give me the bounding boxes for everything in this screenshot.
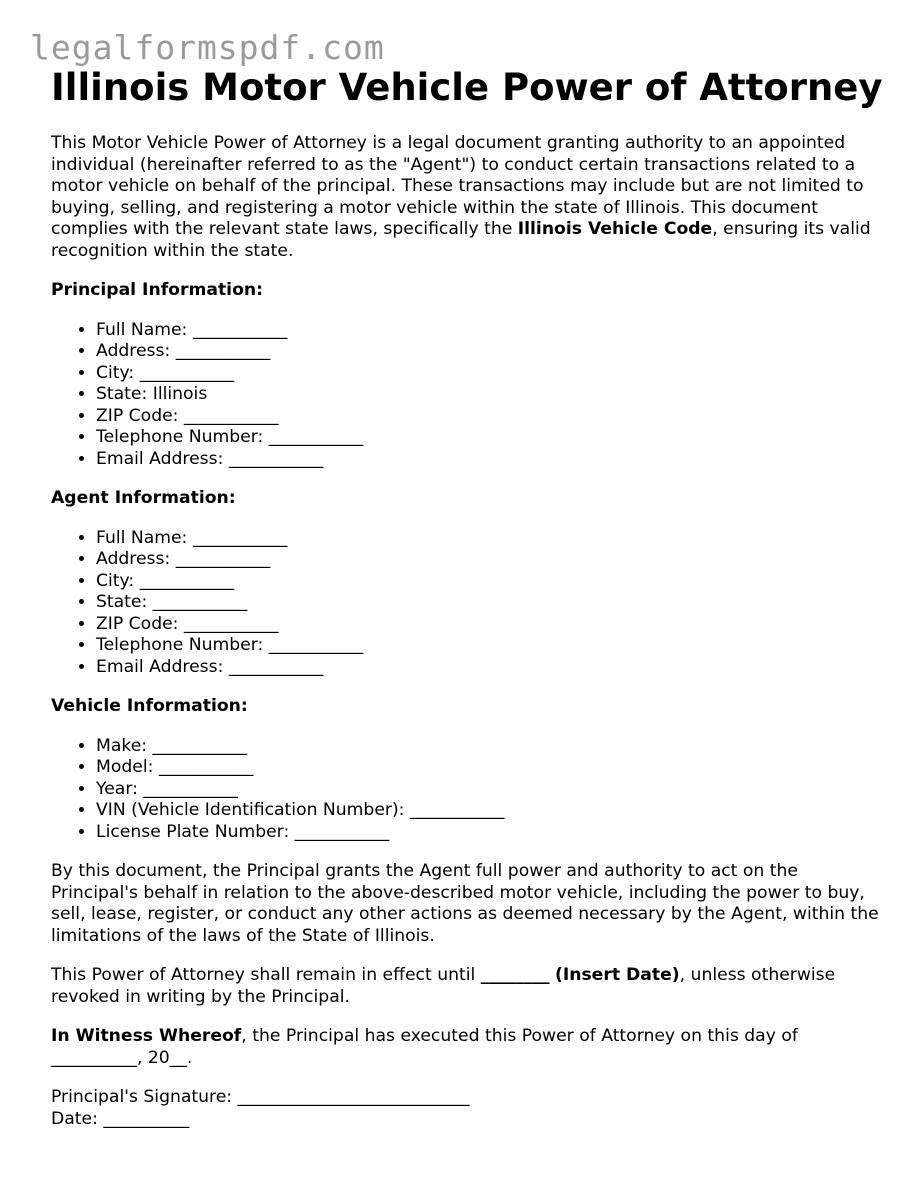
- agent-state-field: • State: ___________: [96, 592, 881, 614]
- principal-zip-field: • ZIP Code: ___________: [96, 406, 881, 428]
- duration-paragraph: [51, 965, 881, 1008]
- watermark-logo: legalformspdf.com: [30, 28, 385, 67]
- signature-block: [51, 1087, 881, 1130]
- principal-field-list: [51, 320, 881, 471]
- agent-telephone-field: • Telephone Number: ___________: [96, 635, 881, 657]
- agent-email-field: • Email Address: ___________: [96, 657, 881, 679]
- duration-text-1: This Power of Attorney shall remain in effect until: [51, 965, 481, 985]
- vehicle-year-field: • Year: ___________: [96, 779, 881, 801]
- document-body: [51, 133, 881, 1130]
- principal-heading: Principal Information:: [51, 280, 263, 300]
- signature-date-line: Date: __________: [51, 1108, 190, 1129]
- agent-zip-field: • ZIP Code: ___________: [96, 614, 881, 636]
- witness-paragraph: [51, 1026, 881, 1069]
- vehicle-make-field: • Make: ___________: [96, 736, 881, 758]
- vehicle-field-list: [51, 736, 881, 844]
- principal-email-field: • Email Address: ___________: [96, 449, 881, 471]
- principal-full-name-field: • Full Name: ___________: [96, 320, 881, 342]
- vehicle-vin-field: • VIN (Vehicle Identification Number): ___________: [96, 800, 881, 822]
- witness-text: , the Principal has executed this Power of Attorney on this day of __________, 20__.: [51, 1026, 798, 1068]
- duration-date-blank: ________: [480, 965, 550, 985]
- insert-date-label: (Insert Date): [554, 965, 680, 985]
- duration-text-2: , unless otherwise revoked in writing by the Principal.: [51, 965, 836, 1007]
- principal-state-field: • State: Illinois: [96, 384, 881, 406]
- grant-paragraph: By this document, the Principal grants the Agent full power and authority to act on the Principal's behalf in relation to the above-described motor vehicle, including the power to buy, sell, lease, register, or conduct any other actions as deemed necessary by the Agent, within the limitations of the laws of the State of Illinois.: [51, 861, 879, 946]
- document-title: Illinois Motor Vehicle Power of Attorney: [51, 66, 883, 109]
- principal-address-field: • Address: ___________: [96, 341, 881, 363]
- agent-heading: Agent Information:: [51, 488, 236, 508]
- principal-telephone-field: • Telephone Number: ___________: [96, 427, 881, 449]
- vehicle-code-name: Illinois Vehicle Code: [517, 219, 713, 239]
- witness-whereof-label: In Witness Whereof: [51, 1026, 242, 1046]
- vehicle-model-field: • Model: ___________: [96, 757, 881, 779]
- intro-paragraph: [51, 133, 881, 262]
- vehicle-heading: Vehicle Information:: [51, 696, 248, 716]
- intro-text-1: This Motor Vehicle Power of Attorney is a legal document granting authority to an appointed individual (hereinafter referred to as the "Agent") to conduct certain transactions related to a motor vehicle on behalf of the principal. These transactions may include but are not limited to buying, selling, and registering a motor vehicle within the state of Illinois. This document complies with the relevant state laws, specifically the: [51, 133, 864, 239]
- vehicle-license-plate-field: • License Plate Number: ___________: [96, 822, 881, 844]
- agent-city-field: • City: ___________: [96, 571, 881, 593]
- agent-field-list: [51, 528, 881, 679]
- agent-full-name-field: • Full Name: ___________: [96, 528, 881, 550]
- principal-signature-line: Principal's Signature: ___________________________: [51, 1087, 470, 1107]
- intro-text-2: , ensuring its valid recognition within the state.: [51, 219, 871, 261]
- principal-city-field: • City: ___________: [96, 363, 881, 385]
- agent-address-field: • Address: ___________: [96, 549, 881, 571]
